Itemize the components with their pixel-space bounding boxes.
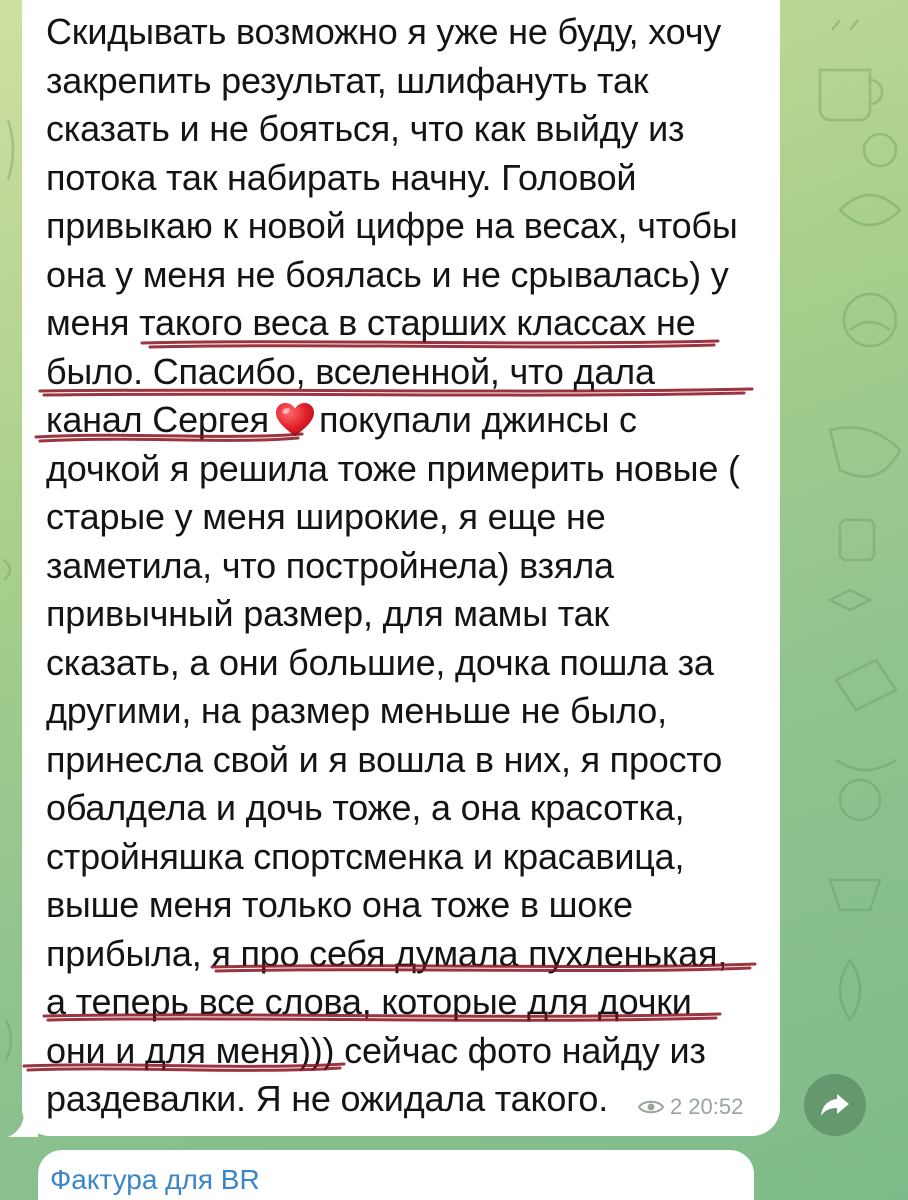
message-line: сказать, а они большие, дочка пошла за xyxy=(46,641,714,683)
message-line: другими, на размер меньше не было, xyxy=(46,690,667,731)
message-fragment: они и для меня))) xyxy=(46,1029,335,1071)
message-line: а теперь все слова, которые для дочки xyxy=(46,981,692,1022)
bubble-tail xyxy=(8,1115,38,1137)
message-line: принесла свой и я вошла в них, я просто xyxy=(46,738,723,780)
message-line: она у меня не боялась и не срывалась) у xyxy=(46,253,729,295)
message-line: сказать и не бояться, что как выйду из xyxy=(46,108,685,149)
message-line: раздевалки. Я не ожидала такого. xyxy=(46,1078,609,1119)
message-line: прибыла, я про себя думала пухленькая, xyxy=(46,932,728,974)
message-line: заметила, что постройнела) взяла xyxy=(46,544,614,586)
message-time: 20:52 xyxy=(688,1094,744,1119)
message-meta xyxy=(638,1094,743,1120)
message-fragment: сейчас фото найду из xyxy=(344,1029,706,1071)
message-line xyxy=(46,1027,766,1076)
message-line-with-emoji xyxy=(46,396,766,445)
message-fragment: покупали джинсы с xyxy=(318,399,637,440)
message-line: Скидывать возможно я уже не буду, хочу xyxy=(46,11,722,52)
share-button[interactable] xyxy=(804,1074,866,1136)
view-count: 2 xyxy=(670,1094,683,1119)
message-line: выше меня только она тоже в шоке xyxy=(46,884,633,925)
message-line: привыкаю к новой цифре на весах, чтобы xyxy=(46,205,738,246)
message-line: дочкой я решила тоже примерить новые ( xyxy=(46,447,740,489)
share-arrow-icon xyxy=(820,1092,850,1118)
message-line: потока так набирать начну. Головой xyxy=(46,156,637,198)
message-fragment: канал Сергея xyxy=(46,399,269,440)
message-line: меня такого веса в старших классах не xyxy=(46,302,696,343)
message-line: привычный размер, для мамы так xyxy=(46,593,609,634)
eye-icon xyxy=(638,1098,664,1116)
red-heart-emoji xyxy=(275,402,315,438)
message-line: стройняшка спортсменка и красавица, xyxy=(46,835,685,877)
message-line: было. Спасибо, вселенной, что дала xyxy=(46,350,655,392)
message-line: старые у меня широкие, я еще не xyxy=(46,496,606,537)
next-message-author[interactable]: Фактура для BR xyxy=(50,1164,260,1195)
message-line: закрепить результат, шлифануть так xyxy=(46,59,649,101)
message-text xyxy=(46,8,766,1124)
message-line: обалдела и дочь тоже, а она красотка, xyxy=(46,787,685,828)
